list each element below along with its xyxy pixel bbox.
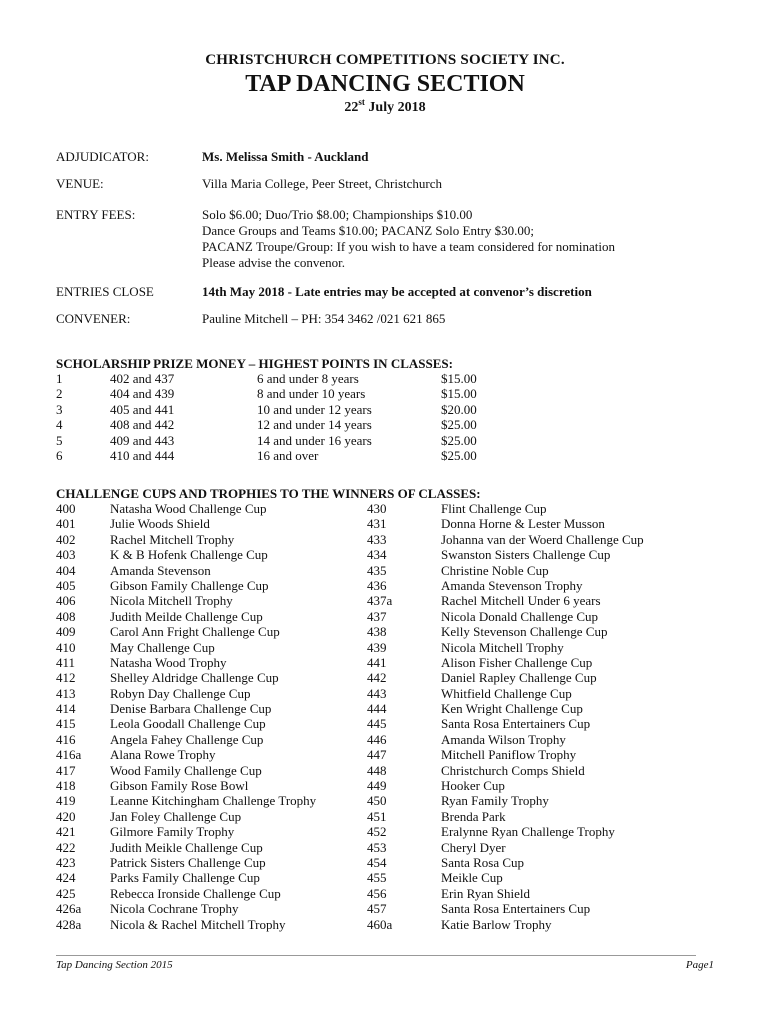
venue-value: Villa Maria College, Peer Street, Christchurch bbox=[202, 176, 443, 191]
trophy-name: Shelley Aldridge Challenge Cup bbox=[110, 670, 279, 686]
class-number: 457 bbox=[367, 901, 387, 917]
entry-fees-value bbox=[202, 207, 682, 271]
class-number: 418 bbox=[56, 778, 76, 794]
cup-row bbox=[56, 701, 716, 716]
date-rest: July 2018 bbox=[364, 100, 426, 115]
convener-value: Pauline Mitchell – PH: 354 3462 /021 621 865 bbox=[202, 311, 446, 326]
scholarship-row bbox=[56, 417, 656, 432]
organization-title: CHRISTCHURCH COMPETITIONS SOCIETY INC. bbox=[205, 52, 565, 68]
trophy-name: Carol Ann Fright Challenge Cup bbox=[110, 624, 280, 640]
cup-row bbox=[56, 778, 716, 793]
trophy-name: Swanston Sisters Challenge Cup bbox=[441, 547, 611, 563]
adjudicator-value: Ms. Melissa Smith - Auckland bbox=[202, 149, 369, 164]
cup-row bbox=[56, 578, 716, 593]
class-number: 431 bbox=[367, 516, 387, 532]
class-number: 423 bbox=[56, 854, 76, 870]
trophy-name: Rebecca Ironside Challenge Cup bbox=[110, 885, 281, 901]
class-number: 449 bbox=[367, 778, 387, 794]
scholarship-heading: SCHOLARSHIP PRIZE MONEY – HIGHEST POINTS IN CLASSES: bbox=[56, 356, 453, 371]
class-number: 439 bbox=[367, 639, 387, 655]
entries-close-value: 14th May 2018 - Late entries may be accepted at convenor’s discretion bbox=[202, 284, 592, 299]
trophy-name: Nicola Donald Challenge Cup bbox=[441, 608, 599, 624]
trophy-name: Nicola Cochrane Trophy bbox=[110, 901, 239, 917]
trophy-name: Parks Family Challenge Cup bbox=[110, 870, 260, 886]
class-number: 416a bbox=[56, 747, 82, 763]
trophy-name: Brenda Park bbox=[441, 808, 506, 824]
classes: 410 and 444 bbox=[110, 447, 175, 463]
scholarship-row bbox=[56, 433, 656, 448]
cup-row bbox=[56, 593, 716, 608]
class-number: 437a bbox=[367, 593, 393, 609]
trophy-name: Christchurch Comps Shield bbox=[441, 762, 585, 778]
cup-row bbox=[56, 563, 716, 578]
class-number: 401 bbox=[56, 516, 76, 532]
age-group: 6 and under 8 years bbox=[257, 371, 359, 386]
cup-row bbox=[56, 624, 716, 639]
class-number: 417 bbox=[56, 762, 76, 778]
trophy-name: Judith Meikle Challenge Cup bbox=[110, 839, 263, 855]
trophy-name: Ryan Family Trophy bbox=[441, 793, 549, 809]
trophy-name: Patrick Sisters Challenge Cup bbox=[110, 854, 266, 870]
trophy-name: Gilmore Family Trophy bbox=[110, 824, 235, 840]
class-number: 424 bbox=[56, 870, 76, 886]
class-number: 445 bbox=[367, 716, 387, 732]
class-number: 408 bbox=[56, 608, 76, 624]
class-number: 414 bbox=[56, 701, 76, 717]
challenge-cups-table bbox=[56, 501, 716, 932]
class-number: 443 bbox=[367, 685, 387, 701]
class-number: 413 bbox=[56, 685, 76, 701]
trophy-name: Kelly Stevenson Challenge Cup bbox=[441, 624, 608, 640]
fees-line: PACANZ Troupe/Group: If you wish to have a team considered for nomination bbox=[202, 239, 615, 254]
age-group: 12 and under 14 years bbox=[257, 417, 372, 433]
trophy-name: Meikle Cup bbox=[441, 870, 503, 886]
cup-row bbox=[56, 870, 716, 885]
trophy-name: Katie Barlow Trophy bbox=[441, 916, 552, 932]
trophy-name: Amanda Stevenson Trophy bbox=[441, 577, 583, 593]
class-number: 433 bbox=[367, 531, 387, 547]
class-number: 404 bbox=[56, 562, 76, 578]
cup-row bbox=[56, 670, 716, 685]
trophy-name: Leanne Kitchingham Challenge Trophy bbox=[110, 793, 317, 809]
class-number: 438 bbox=[367, 624, 387, 640]
cup-row bbox=[56, 516, 716, 531]
trophy-name: Christine Noble Cup bbox=[441, 562, 549, 578]
place-number: 3 bbox=[56, 401, 63, 417]
cup-row bbox=[56, 640, 716, 655]
class-number: 430 bbox=[367, 501, 387, 516]
cup-row bbox=[56, 917, 716, 932]
scholarship-row bbox=[56, 386, 656, 401]
trophy-name: Rachel Mitchell Under 6 years bbox=[441, 593, 601, 609]
prize-amount: $20.00 bbox=[441, 401, 477, 417]
cup-row bbox=[56, 732, 716, 747]
class-number: 452 bbox=[367, 824, 387, 840]
fees-line: Dance Groups and Teams $10.00; PACANZ Solo Entry $30.00; bbox=[202, 223, 535, 238]
class-number: 456 bbox=[367, 885, 387, 901]
prize-amount: $25.00 bbox=[441, 447, 477, 463]
trophy-name: Natasha Wood Trophy bbox=[110, 654, 227, 670]
age-group: 14 and under 16 years bbox=[257, 432, 372, 448]
class-number: 453 bbox=[367, 839, 387, 855]
class-number: 444 bbox=[367, 701, 387, 717]
class-number: 428a bbox=[56, 916, 82, 932]
footer-divider bbox=[56, 955, 696, 956]
trophy-name: Amanda Stevenson bbox=[110, 562, 211, 578]
cup-row bbox=[56, 532, 716, 547]
trophy-name: Angela Fahey Challenge Cup bbox=[110, 731, 264, 747]
scholarship-row bbox=[56, 371, 656, 386]
class-number: 409 bbox=[56, 624, 76, 640]
adjudicator-label: ADJUDICATOR: bbox=[56, 149, 149, 164]
class-number: 419 bbox=[56, 793, 76, 809]
class-number: 436 bbox=[367, 577, 387, 593]
class-number: 411 bbox=[56, 654, 76, 670]
class-number: 400 bbox=[56, 501, 76, 516]
class-number: 416 bbox=[56, 731, 76, 747]
trophy-name: Eralynne Ryan Challenge Trophy bbox=[441, 824, 615, 840]
trophy-name: Nicola & Rachel Mitchell Trophy bbox=[110, 916, 286, 932]
scholarship-row bbox=[56, 402, 656, 417]
trophy-name: Johanna van der Woerd Challenge Cup bbox=[441, 531, 644, 547]
place-number: 5 bbox=[56, 432, 63, 448]
trophy-name: Hooker Cup bbox=[441, 778, 505, 794]
class-number: 402 bbox=[56, 531, 76, 547]
cup-row bbox=[56, 501, 716, 516]
class-number: 450 bbox=[367, 793, 387, 809]
classes: 409 and 443 bbox=[110, 432, 175, 448]
class-number: 405 bbox=[56, 577, 76, 593]
trophy-name: K & B Hofenk Challenge Cup bbox=[110, 547, 268, 563]
class-number: 447 bbox=[367, 747, 387, 763]
class-number: 448 bbox=[367, 762, 387, 778]
class-number: 425 bbox=[56, 885, 76, 901]
trophy-name: Jan Foley Challenge Cup bbox=[110, 808, 242, 824]
cup-row bbox=[56, 809, 716, 824]
trophy-name: May Challenge Cup bbox=[110, 639, 215, 655]
cup-row bbox=[56, 840, 716, 855]
class-number: 441 bbox=[367, 654, 387, 670]
trophy-name: Denise Barbara Challenge Cup bbox=[110, 701, 272, 717]
class-number: 434 bbox=[367, 547, 387, 563]
prize-amount: $15.00 bbox=[441, 371, 477, 386]
prize-amount: $15.00 bbox=[441, 386, 477, 402]
trophy-name: Gibson Family Rose Bowl bbox=[110, 778, 249, 794]
trophy-name: Robyn Day Challenge Cup bbox=[110, 685, 251, 701]
convener-label: CONVENER: bbox=[56, 311, 131, 326]
class-number: 420 bbox=[56, 808, 76, 824]
trophy-name: Nicola Mitchell Trophy bbox=[441, 639, 564, 655]
class-number: 426a bbox=[56, 901, 82, 917]
trophy-name: Santa Rosa Entertainers Cup bbox=[441, 716, 591, 732]
trophy-name: Wood Family Challenge Cup bbox=[110, 762, 262, 778]
class-number: 442 bbox=[367, 670, 387, 686]
age-group: 10 and under 12 years bbox=[257, 401, 372, 417]
fees-line: Solo $6.00; Duo/Trio $8.00; Championships $10.00 bbox=[202, 207, 473, 222]
cup-row bbox=[56, 547, 716, 562]
trophy-name: Erin Ryan Shield bbox=[441, 885, 531, 901]
cup-row bbox=[56, 793, 716, 808]
classes: 402 and 437 bbox=[110, 371, 175, 386]
entries-close-label: ENTRIES CLOSE bbox=[56, 284, 154, 299]
cup-row bbox=[56, 763, 716, 778]
class-number: 437 bbox=[367, 608, 387, 624]
cup-row bbox=[56, 824, 716, 839]
date-suffix: st bbox=[358, 97, 365, 107]
class-number: 460a bbox=[367, 916, 393, 932]
class-number: 406 bbox=[56, 593, 76, 609]
section-title: TAP DANCING SECTION bbox=[245, 71, 525, 97]
scholarship-table bbox=[56, 371, 656, 463]
trophy-name: Santa Rosa Cup bbox=[441, 854, 525, 870]
cup-row bbox=[56, 901, 716, 916]
date-day: 22 bbox=[344, 100, 359, 115]
trophy-name: Leola Goodall Challenge Cup bbox=[110, 716, 266, 732]
cup-row bbox=[56, 655, 716, 670]
classes: 405 and 441 bbox=[110, 401, 175, 417]
age-group: 8 and under 10 years bbox=[257, 386, 366, 402]
venue-label: VENUE: bbox=[56, 176, 104, 191]
trophy-name: Mitchell Paniflow Trophy bbox=[441, 747, 577, 763]
class-number: 421 bbox=[56, 824, 76, 840]
trophy-name: Cheryl Dyer bbox=[441, 839, 506, 855]
cup-row bbox=[56, 609, 716, 624]
fees-line: Please advise the convenor. bbox=[202, 255, 345, 270]
prize-amount: $25.00 bbox=[441, 432, 477, 448]
trophy-name: Alison Fisher Challenge Cup bbox=[441, 654, 593, 670]
class-number: 454 bbox=[367, 854, 387, 870]
trophy-name: Julie Woods Shield bbox=[110, 516, 210, 532]
footer-title: Tap Dancing Section 2015 bbox=[56, 959, 173, 971]
cup-row bbox=[56, 716, 716, 731]
challenge-cups-heading: CHALLENGE CUPS AND TROPHIES TO THE WINNERS OF CLASSES: bbox=[56, 486, 481, 501]
place-number: 2 bbox=[56, 386, 63, 402]
class-number: 412 bbox=[56, 670, 76, 686]
cup-row bbox=[56, 855, 716, 870]
place-number: 4 bbox=[56, 417, 63, 433]
scholarship-row bbox=[56, 448, 656, 463]
class-number: 403 bbox=[56, 547, 76, 563]
trophy-name: Ken Wright Challenge Cup bbox=[441, 701, 583, 717]
cup-row bbox=[56, 686, 716, 701]
trophy-name: Whitfield Challenge Cup bbox=[441, 685, 572, 701]
class-number: 410 bbox=[56, 639, 76, 655]
place-number: 6 bbox=[56, 447, 63, 463]
entry-fees-label: ENTRY FEES: bbox=[56, 207, 136, 222]
cup-row bbox=[56, 886, 716, 901]
event-date bbox=[0, 97, 770, 116]
trophy-name: Judith Meilde Challenge Cup bbox=[110, 608, 263, 624]
cup-row bbox=[56, 747, 716, 762]
classes: 408 and 442 bbox=[110, 417, 175, 433]
trophy-name: Rachel Mitchell Trophy bbox=[110, 531, 235, 547]
age-group: 16 and over bbox=[257, 447, 319, 463]
class-number: 455 bbox=[367, 870, 387, 886]
classes: 404 and 439 bbox=[110, 386, 175, 402]
place-number: 1 bbox=[56, 371, 63, 386]
page-number: Page1 bbox=[685, 959, 714, 971]
class-number: 415 bbox=[56, 716, 76, 732]
class-number: 446 bbox=[367, 731, 387, 747]
class-number: 422 bbox=[56, 839, 76, 855]
trophy-name: Natasha Wood Challenge Cup bbox=[110, 501, 267, 516]
trophy-name: Santa Rosa Entertainers Cup bbox=[441, 901, 591, 917]
class-number: 451 bbox=[367, 808, 387, 824]
trophy-name: Donna Horne & Lester Musson bbox=[441, 516, 605, 532]
trophy-name: Daniel Rapley Challenge Cup bbox=[441, 670, 597, 686]
trophy-name: Alana Rowe Trophy bbox=[110, 747, 216, 763]
prize-amount: $25.00 bbox=[441, 417, 477, 433]
trophy-name: Gibson Family Challenge Cup bbox=[110, 577, 269, 593]
trophy-name: Amanda Wilson Trophy bbox=[441, 731, 566, 747]
trophy-name: Nicola Mitchell Trophy bbox=[110, 593, 233, 609]
trophy-name: Flint Challenge Cup bbox=[441, 501, 547, 516]
class-number: 435 bbox=[367, 562, 387, 578]
